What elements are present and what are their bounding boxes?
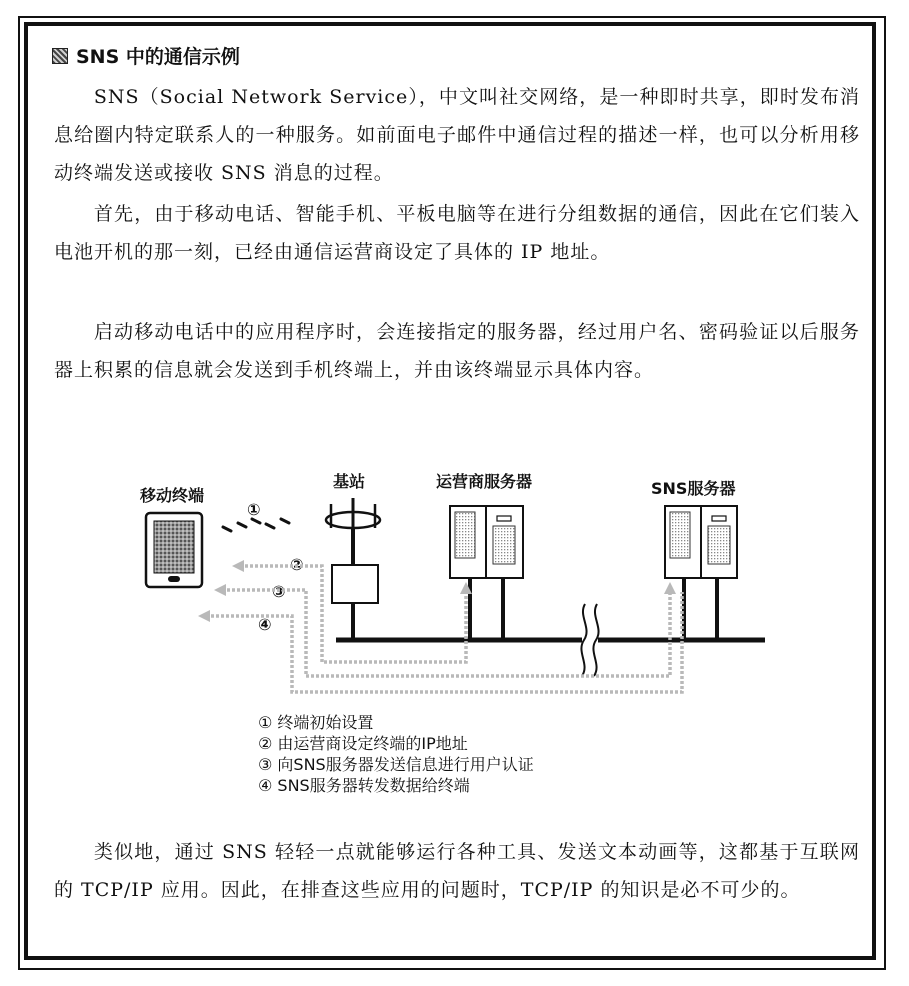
step-marker-1: ① — [247, 500, 261, 519]
step-marker-2: ② — [290, 555, 304, 574]
paragraph-app-auth: 启动移动电话中的应用程序时，会连接指定的服务器，经过用户名、密码验证以后服务器上积累的信息就会发送到手机终端上，并由该终端显示具体内容。 — [54, 321, 860, 381]
paragraph-ip-assignment: 首先，由于移动电话、智能手机、平板电脑等在进行分组数据的通信，因此在它们装入电池开机的那一刻，已经由通信运营商设定了具体的 IP 地址。 — [54, 203, 860, 263]
shaded-square-icon — [52, 48, 68, 64]
legend-item-1: ① 终端初始设置 — [258, 713, 374, 732]
paragraph-intro: SNS（Social Network Service），中文叫社交网络，是一种即时共享，即时发布消息给圈内特定联系人的一种服务。如前面电子邮件中通信过程的描述一样，也可以分析用移动终端发送或接收 SNS 消息的过程。 — [54, 86, 860, 184]
step-marker-4: ④ — [258, 615, 272, 634]
mobile-label: 移动终端 — [140, 486, 205, 505]
diagram-legend — [258, 712, 534, 796]
legend-item-3: ③ 向SNS服务器发送信息进行用户认证 — [258, 755, 534, 774]
section-heading — [52, 42, 240, 69]
step-marker-3: ③ — [272, 582, 286, 601]
legend-item-4: ④ SNS服务器转发数据给终端 — [258, 776, 470, 795]
carrier-server-label: 运营商服务器 — [436, 472, 533, 491]
legend-item-2: ② 由运营商设定终端的IP地址 — [258, 734, 468, 753]
paragraph-conclusion: 类似地，通过 SNS 轻轻一点就能够运行各种工具、发送文本动画等，这都基于互联网的 TCP/IP 应用。因此，在排查这些应用的问题时，TCP/IP 的知识是必不可少的。 — [54, 841, 860, 901]
section-heading-text: SNS 中的通信示例 — [76, 46, 240, 68]
base-station-label: 基站 — [333, 472, 366, 491]
sns-server-label: SNS服务器 — [651, 479, 736, 498]
